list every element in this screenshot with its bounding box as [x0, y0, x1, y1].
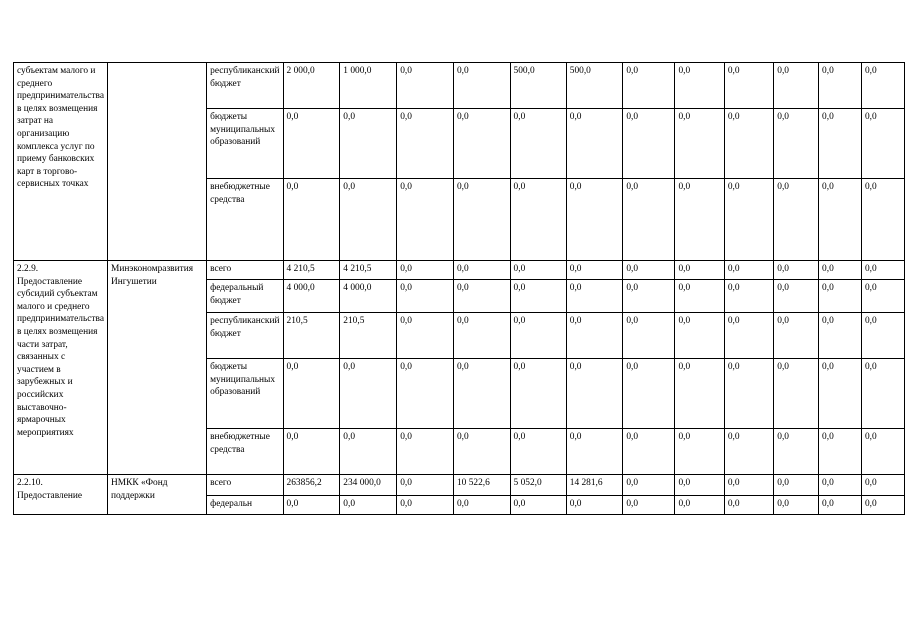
- amount-cell: 0,0: [623, 63, 675, 109]
- amount-cell: 0,0: [510, 313, 566, 359]
- amount-cell: 0,0: [774, 179, 819, 261]
- amount-cell: 0,0: [566, 109, 623, 179]
- amount-cell: 0,0: [510, 359, 566, 429]
- funding-source-cell: всего: [207, 475, 283, 496]
- amount-cell: 0,0: [774, 280, 819, 313]
- amount-cell: 0,0: [453, 313, 510, 359]
- amount-cell: 0,0: [453, 359, 510, 429]
- amount-cell: 0,0: [774, 359, 819, 429]
- amount-cell: 0,0: [397, 261, 454, 280]
- amount-cell: 0,0: [675, 429, 724, 475]
- amount-cell: 0,0: [340, 109, 397, 179]
- amount-cell: 0,0: [861, 429, 904, 475]
- table-row: [14, 475, 905, 496]
- amount-cell: 0,0: [861, 63, 904, 109]
- funding-source-cell: федеральный бюджет: [207, 280, 283, 313]
- amount-cell: 0,0: [623, 261, 675, 280]
- executor-cell: НМКК «Фонд поддержки: [107, 475, 206, 515]
- amount-cell: 0,0: [566, 280, 623, 313]
- amount-cell: 0,0: [819, 429, 862, 475]
- amount-cell: 0,0: [283, 109, 340, 179]
- amount-cell: 0,0: [675, 63, 724, 109]
- amount-cell: 0,0: [861, 261, 904, 280]
- amount-cell: 0,0: [397, 280, 454, 313]
- amount-cell: 0,0: [623, 429, 675, 475]
- amount-cell: 0,0: [724, 359, 773, 429]
- amount-cell: 4 210,5: [340, 261, 397, 280]
- amount-cell: 0,0: [397, 313, 454, 359]
- funding-source-cell: республиканский бюджет: [207, 313, 283, 359]
- amount-cell: 234 000,0: [340, 475, 397, 496]
- amount-cell: 0,0: [397, 429, 454, 475]
- table-row: [14, 63, 905, 109]
- amount-cell: 0,0: [283, 359, 340, 429]
- amount-cell: 0,0: [819, 475, 862, 496]
- amount-cell: 0,0: [340, 496, 397, 515]
- funding-source-cell: внебюджетные средства: [207, 179, 283, 261]
- amount-cell: 0,0: [283, 429, 340, 475]
- amount-cell: 210,5: [283, 313, 340, 359]
- funding-source-cell: внебюджетные средства: [207, 429, 283, 475]
- amount-cell: 0,0: [453, 179, 510, 261]
- funding-source-cell: бюджеты муниципальных образований: [207, 109, 283, 179]
- amount-cell: 0,0: [566, 496, 623, 515]
- amount-cell: 0,0: [861, 313, 904, 359]
- amount-cell: 0,0: [623, 280, 675, 313]
- amount-cell: 0,0: [724, 496, 773, 515]
- amount-cell: 1 000,0: [340, 63, 397, 109]
- measure-name-cell: 2.2.10. Предоставление: [14, 475, 108, 515]
- amount-cell: 0,0: [453, 429, 510, 475]
- amount-cell: 0,0: [453, 496, 510, 515]
- amount-cell: 14 281,6: [566, 475, 623, 496]
- amount-cell: 0,0: [675, 179, 724, 261]
- amount-cell: 0,0: [675, 313, 724, 359]
- amount-cell: 0,0: [566, 313, 623, 359]
- amount-cell: 0,0: [453, 63, 510, 109]
- amount-cell: 0,0: [774, 63, 819, 109]
- amount-cell: 0,0: [819, 496, 862, 515]
- amount-cell: 4 000,0: [283, 280, 340, 313]
- amount-cell: 0,0: [861, 109, 904, 179]
- amount-cell: 0,0: [819, 179, 862, 261]
- amount-cell: 0,0: [283, 496, 340, 515]
- amount-cell: 0,0: [675, 359, 724, 429]
- amount-cell: 2 000,0: [283, 63, 340, 109]
- amount-cell: 0,0: [774, 475, 819, 496]
- amount-cell: 210,5: [340, 313, 397, 359]
- amount-cell: 0,0: [623, 496, 675, 515]
- amount-cell: 0,0: [774, 496, 819, 515]
- amount-cell: 0,0: [566, 261, 623, 280]
- amount-cell: 0,0: [774, 313, 819, 359]
- amount-cell: 0,0: [819, 359, 862, 429]
- amount-cell: 0,0: [623, 475, 675, 496]
- amount-cell: 0,0: [340, 429, 397, 475]
- amount-cell: 0,0: [819, 63, 862, 109]
- amount-cell: 10 522,6: [453, 475, 510, 496]
- amount-cell: 5 052,0: [510, 475, 566, 496]
- amount-cell: 0,0: [724, 261, 773, 280]
- amount-cell: 0,0: [623, 179, 675, 261]
- budget-table: [13, 62, 905, 515]
- amount-cell: 0,0: [397, 496, 454, 515]
- executor-cell: Минэкономразвития Ингушетии: [107, 261, 206, 475]
- amount-cell: 0,0: [819, 280, 862, 313]
- amount-cell: 0,0: [510, 109, 566, 179]
- amount-cell: 0,0: [510, 280, 566, 313]
- amount-cell: 0,0: [724, 280, 773, 313]
- amount-cell: 0,0: [819, 261, 862, 280]
- amount-cell: 0,0: [724, 475, 773, 496]
- amount-cell: 0,0: [397, 359, 454, 429]
- amount-cell: 0,0: [623, 109, 675, 179]
- amount-cell: 0,0: [724, 429, 773, 475]
- amount-cell: 0,0: [861, 475, 904, 496]
- table-body: [14, 63, 905, 515]
- amount-cell: 0,0: [819, 109, 862, 179]
- amount-cell: 0,0: [453, 109, 510, 179]
- amount-cell: 0,0: [397, 63, 454, 109]
- amount-cell: 263856,2: [283, 475, 340, 496]
- executor-cell: [107, 63, 206, 261]
- measure-name-cell: субъектам малого и среднего предпринимательства в целях возмещения затрат на организацию комплекса услуг по приему банковских карт в торгово-сервисных точках: [14, 63, 108, 261]
- amount-cell: 0,0: [861, 280, 904, 313]
- amount-cell: 4 000,0: [340, 280, 397, 313]
- amount-cell: 0,0: [724, 63, 773, 109]
- amount-cell: 0,0: [510, 429, 566, 475]
- amount-cell: 0,0: [675, 109, 724, 179]
- amount-cell: 0,0: [861, 359, 904, 429]
- amount-cell: 0,0: [566, 179, 623, 261]
- amount-cell: 0,0: [675, 475, 724, 496]
- funding-source-cell: всего: [207, 261, 283, 280]
- amount-cell: 0,0: [566, 429, 623, 475]
- amount-cell: 0,0: [675, 280, 724, 313]
- amount-cell: 0,0: [675, 261, 724, 280]
- amount-cell: 0,0: [774, 109, 819, 179]
- amount-cell: 0,0: [623, 359, 675, 429]
- amount-cell: 0,0: [397, 475, 454, 496]
- amount-cell: 500,0: [566, 63, 623, 109]
- amount-cell: 0,0: [623, 313, 675, 359]
- amount-cell: 0,0: [724, 313, 773, 359]
- amount-cell: 0,0: [774, 429, 819, 475]
- amount-cell: 500,0: [510, 63, 566, 109]
- amount-cell: 0,0: [861, 496, 904, 515]
- amount-cell: 0,0: [453, 261, 510, 280]
- amount-cell: 0,0: [724, 179, 773, 261]
- measure-name-cell: 2.2.9. Предоставление субсидий субъектам малого и среднего предпринимательства в целях возмещения части затрат, связанных с участием в зарубежных и российских выставочно-ярмарочных мероприятиях: [14, 261, 108, 475]
- amount-cell: 0,0: [510, 179, 566, 261]
- amount-cell: 0,0: [397, 109, 454, 179]
- amount-cell: 0,0: [675, 496, 724, 515]
- table-row: [14, 261, 905, 280]
- amount-cell: 0,0: [510, 261, 566, 280]
- amount-cell: 0,0: [510, 496, 566, 515]
- amount-cell: 4 210,5: [283, 261, 340, 280]
- amount-cell: 0,0: [819, 313, 862, 359]
- amount-cell: 0,0: [453, 280, 510, 313]
- amount-cell: 0,0: [724, 109, 773, 179]
- amount-cell: 0,0: [861, 179, 904, 261]
- amount-cell: 0,0: [283, 179, 340, 261]
- amount-cell: 0,0: [340, 179, 397, 261]
- amount-cell: 0,0: [340, 359, 397, 429]
- amount-cell: 0,0: [566, 359, 623, 429]
- amount-cell: 0,0: [397, 179, 454, 261]
- funding-source-cell: бюджеты муниципальных образований: [207, 359, 283, 429]
- funding-source-cell: федеральн: [207, 496, 283, 515]
- amount-cell: 0,0: [774, 261, 819, 280]
- funding-source-cell: республиканский бюджет: [207, 63, 283, 109]
